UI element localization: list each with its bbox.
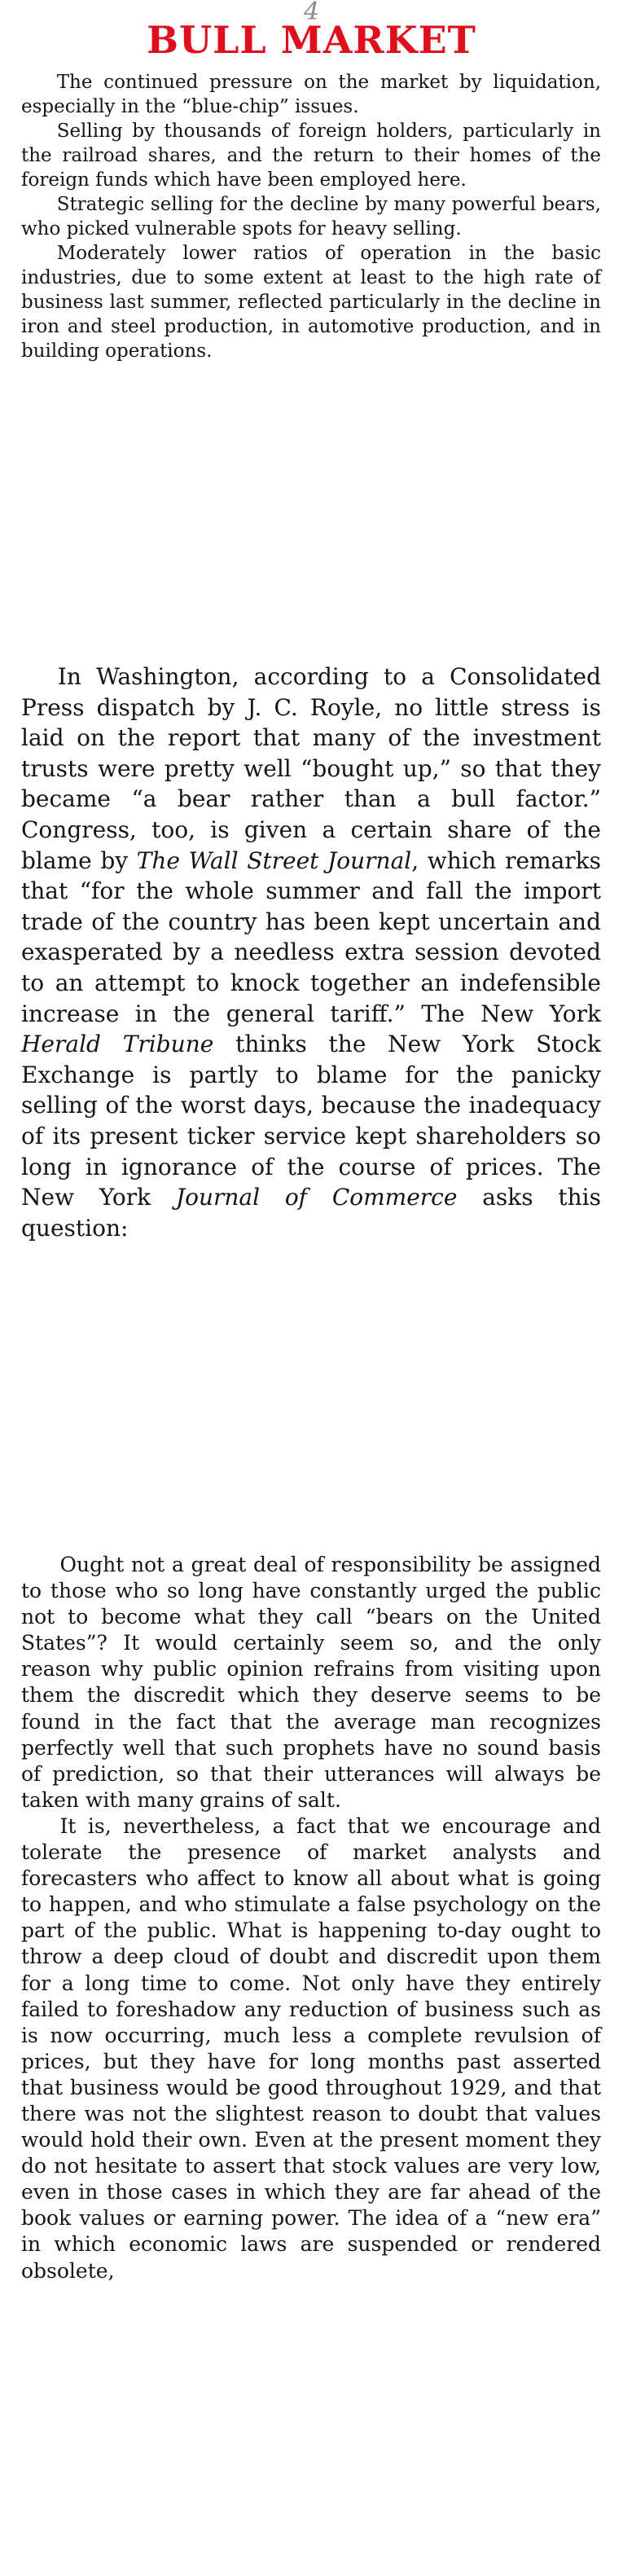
body-text-run: In Washington, according to a Consolidated Press dispatch by J. C. Royle, no little stress is laid on the report that many of the investment trusts were pretty well “bought up,” so that they became “a bear rather than a bull factor.” Congress, too, is given a certain share of the blame by [21,663,601,874]
body-text-run: thinks the New York Stock Exchange is partly to blame for the panicky selling of the worst days, because the inadequacy of its present ticker service kept shareholders so long in ignorance of the course of prices. The New York [21,1031,602,1211]
page-number: 4 [303,0,320,26]
quote-paragraph: It is, nevertheless, a fact that we encourage and tolerate the presence of market analysts and forecasters who affect to know all about what is going to happen, and who stimulate a false psychology on the part of the public. What is happening to-day ought to throw a deep cloud of doubt and discredit upon them for a long time to come. Not only have they entirely failed to foreshadow any reduction of business such as is now occurring, much less a complete revulsion of prices, but they have for long months past asserted that business would be good throughout 1929, and that there was not the slightest reason to doubt that values would hold their own. Even at the present moment they do not hesitate to assert that stock values are very low, even in those cases in which they are far ahead of the book values or earning power. The idea of a “new era” in which economic laws are suspended or rendered obsolete, [21,1813,601,2283]
body-text-run: , which remarks that “for the whole summer and fall the import trade of the country has been kept uncertain and exasperated by a needless extra session devoted to an attempt to knock together an indefensible increase in the general tariff.” The New York [21,846,601,1027]
cause-paragraph: Moderately lower ratios of operation in the basic industries, due to some extent at least to the high rate of business last summer, reflected particularly in the decline in iron and steel production, in automotive production, and in building operations. [21,243,601,362]
cause-paragraph: Strategic selling for the decline by many powerful bears, who picked vulnerable spots for heavy selling. [21,194,601,240]
publication-name: Herald Tribune [21,1031,214,1058]
body-paragraph [21,662,601,1243]
headline: BULL MARKET [147,18,476,62]
body-text [21,662,601,1243]
causes-list [21,70,601,363]
body-text-run: asks this question: [21,1184,601,1242]
publication-name: Journal of Commerce [175,1184,458,1211]
quoted-passage [21,1552,601,2284]
publication-name: The Wall Street Journal [136,846,412,874]
cause-paragraph: The continued pressure on the market by liquidation, especially in the “blue-chip” issues. [21,72,601,117]
cause-paragraph: Selling by thousands of foreign holders, particularly in the railroad shares, and the return to their homes of the foreign funds which have been employed here. [21,121,601,191]
quote-paragraph: Ought not a great deal of responsibility be assigned to those who so long have constantly urged the public not to become what they call “bears on the United States”? It would certainly seem so, and the only reason why public opinion refrains from visiting upon them the discredit which they deserve seems to be found in the fact that the average man recognizes perfectly well that such prophets have no sound basis of prediction, so that their utterances will always be taken with many grains of salt. [21,1553,601,1812]
